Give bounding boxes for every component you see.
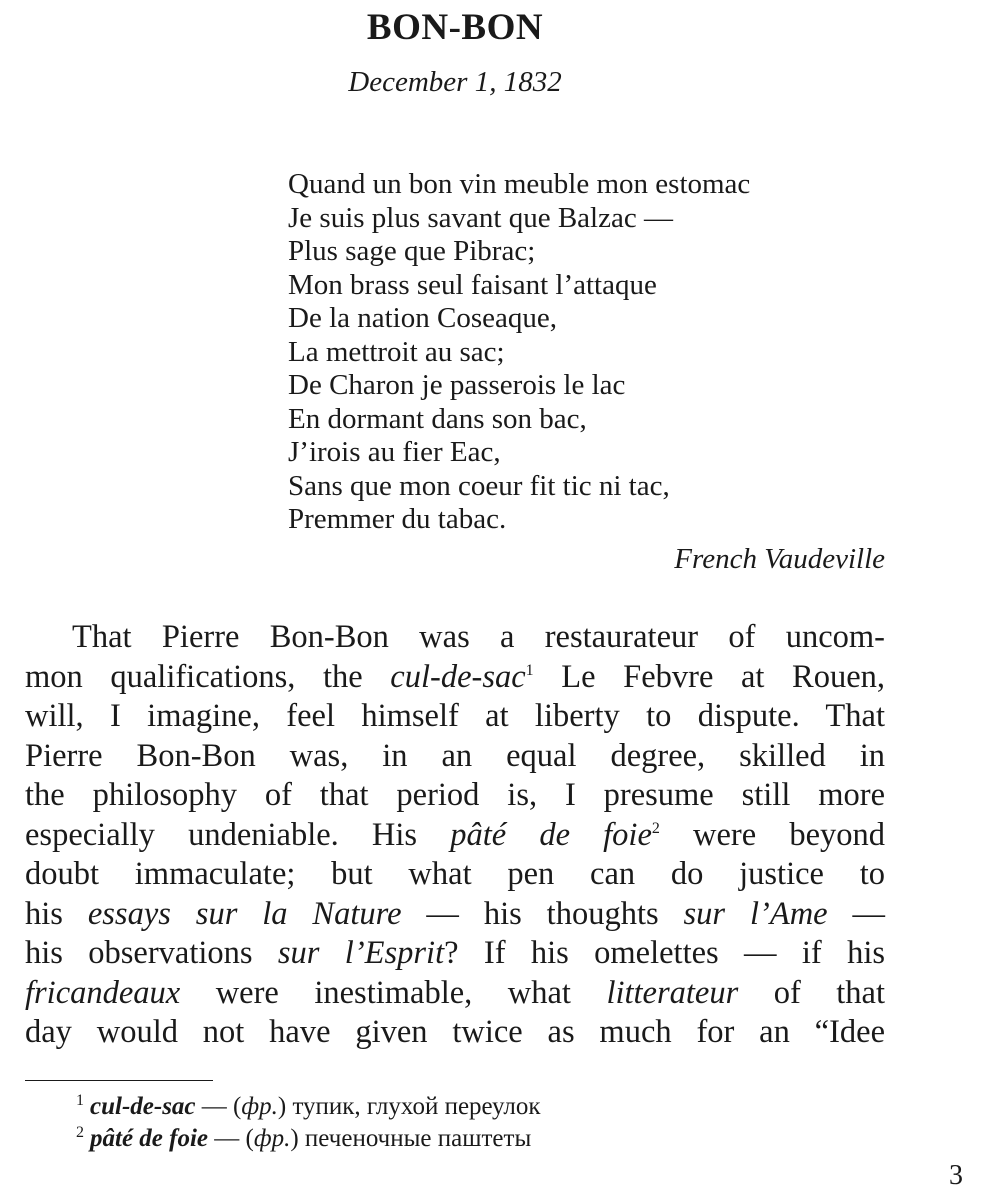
epigraph-line: La mettroit au sac; [288, 335, 505, 368]
epigraph-line: De Charon je passerois le lac [288, 369, 626, 401]
body-paragraph [25, 618, 885, 1053]
body-line [25, 895, 885, 935]
footnote-number: 2 [76, 1123, 84, 1141]
epigraph-line: Premmer du tabac. [288, 503, 507, 535]
body-line: will, I imagine, feel himself at liberty to dispute. That [25, 698, 885, 734]
epigraph-line: En dormant dans son bac, [288, 402, 587, 435]
text-run: were beyond [659, 816, 885, 853]
text-run: Le Febvre at Rouen, [533, 658, 885, 695]
body-line: the philosophy of that period is, I presume still more [25, 777, 885, 813]
text-run: ? If his omelettes — if his [444, 935, 885, 971]
footnote-paren: ) [277, 1093, 293, 1120]
epigraph-line: De la nation Coseaque, [288, 302, 557, 334]
footnote-ref[interactable]: 2 [651, 819, 660, 837]
text-run: — his thoughts [401, 895, 684, 932]
footnote-ref[interactable]: 1 [525, 661, 534, 679]
body-line [25, 658, 885, 698]
body-line: Pierre Bon-Bon was, in an equal degree, skilled in [25, 737, 885, 774]
body-line: doubt immaculate; but what pen can do justice to [25, 856, 885, 892]
text-run: were inestimable, what [180, 974, 607, 1011]
italic-term: pâté de foie [450, 816, 652, 853]
body-line: That Pierre Bon-Bon was a restaurateur of uncom- [72, 619, 885, 655]
footnote-lang: фр. [253, 1125, 291, 1152]
italic-term: sur l’Ame [683, 895, 828, 932]
body-line [25, 974, 885, 1014]
italic-term: litterateur [606, 974, 739, 1011]
italic-term: fricandeaux [25, 974, 181, 1011]
epigraph-line: Je suis plus savant que Balzac — [288, 201, 673, 234]
text-run: of that [738, 974, 886, 1011]
footnote-divider [25, 1080, 213, 1081]
body-line [25, 934, 885, 974]
text-run: his observations [25, 935, 278, 971]
footnote-term: cul-de-sac [90, 1093, 196, 1120]
footnotes [76, 1091, 876, 1155]
epigraph-line: Quand un bon vin meuble mon estomac [288, 168, 751, 200]
italic-term: cul-de-sac [390, 658, 526, 695]
footnote-dash: — ( [195, 1093, 242, 1120]
page-number: 3 [949, 1160, 963, 1191]
chapter-title: BON-BON [366, 7, 544, 48]
footnote-item [76, 1091, 876, 1123]
footnote-dash: — ( [208, 1125, 254, 1152]
text-run: especially undeniable. His [25, 816, 451, 853]
footnote-term: pâté de foie [90, 1125, 209, 1152]
text-run: mon qualifications, the [25, 658, 391, 695]
epigraph-attribution: French Vaudeville [674, 543, 885, 575]
text-run: — [827, 895, 885, 932]
footnote-item [76, 1123, 876, 1155]
italic-term: essays sur la Nature [87, 895, 402, 932]
footnote-number: 1 [76, 1091, 84, 1109]
italic-term: sur l’Esprit [277, 935, 445, 971]
footnote-paren: ) [290, 1125, 305, 1152]
epigraph-poem [288, 168, 888, 537]
epigraph-line: Mon brass seul faisant l’attaque [288, 268, 657, 301]
epigraph-line: Sans que mon coeur fit tic ni tac, [288, 469, 670, 502]
text-run: his [25, 895, 88, 932]
footnote-lang: фр. [241, 1093, 278, 1120]
epigraph-line: Plus sage que Pibrac; [288, 235, 536, 267]
footnote-definition: печеночные паштеты [304, 1125, 532, 1152]
chapter-date: December 1, 1832 [348, 66, 562, 98]
body-line: day would not have given twice as much for an “Idee [25, 1014, 885, 1050]
epigraph-line: J’irois au fier Eac, [288, 436, 501, 468]
footnote-definition: тупик, глухой переулок [292, 1093, 541, 1120]
body-line [25, 816, 885, 856]
